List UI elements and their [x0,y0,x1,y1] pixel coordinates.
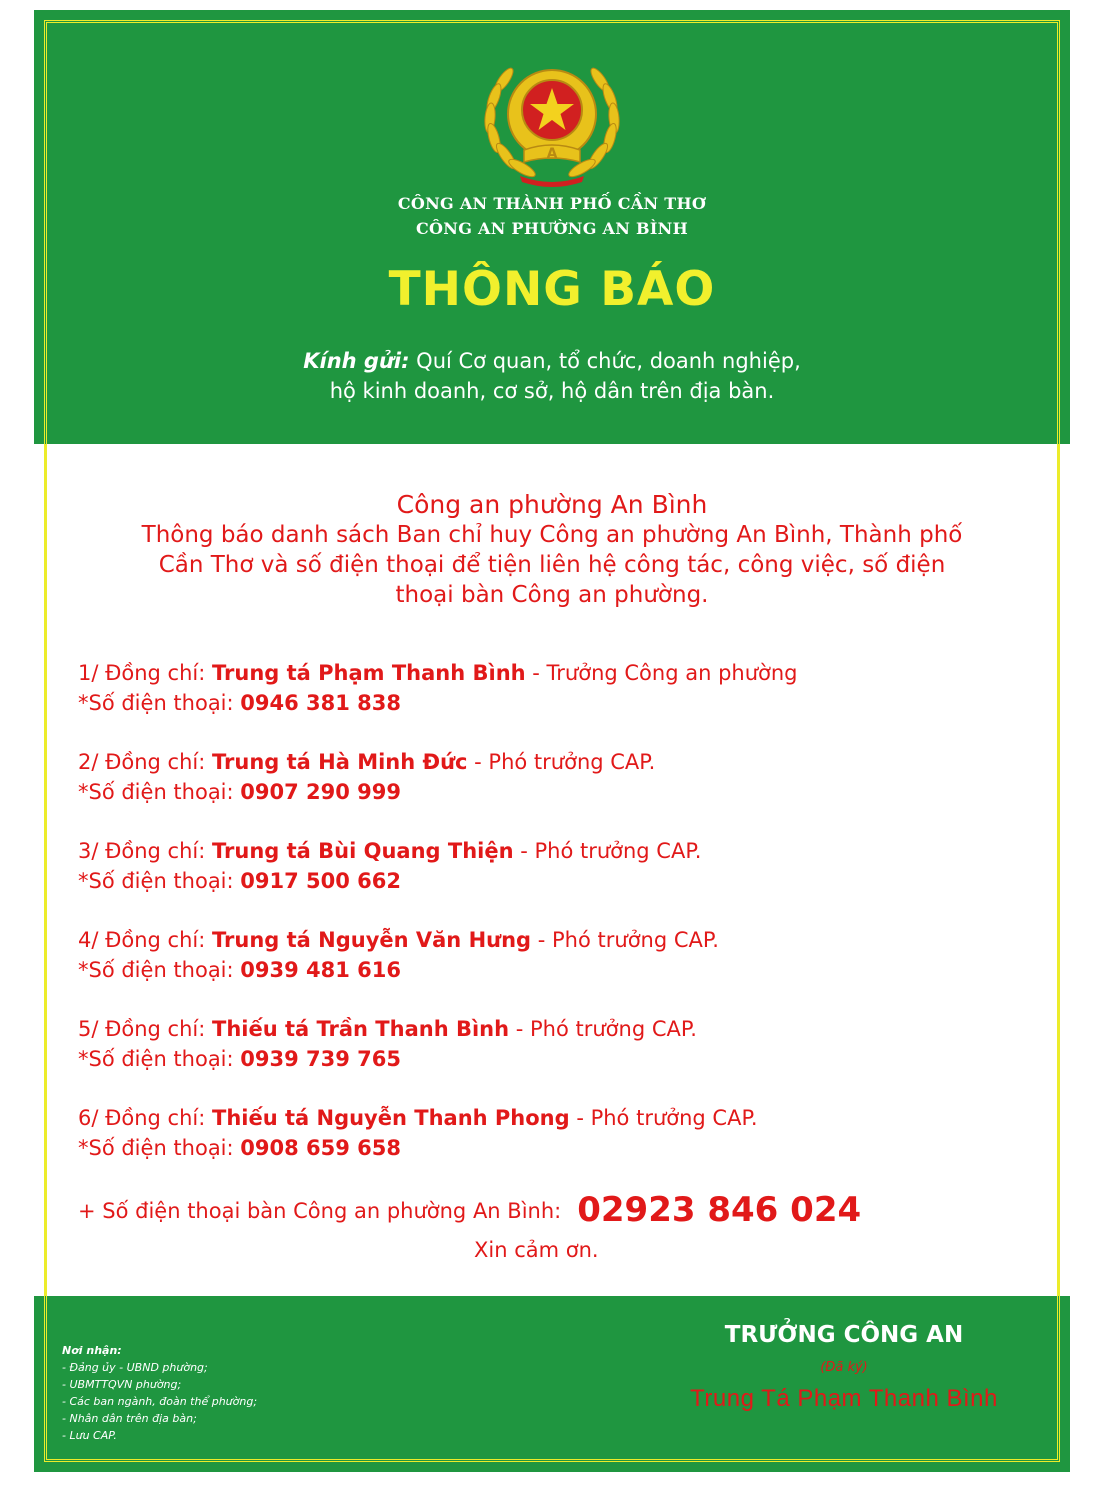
signer-title: TRƯỞNG CÔNG AN [724,1322,964,1348]
contact-prefix: 1/ Đồng chí: [78,661,212,685]
phone-label: *Số điện thoại: [78,691,241,715]
contact-prefix: 6/ Đồng chí: [78,1106,212,1130]
contact-name: Trung tá Nguyễn Văn Hưng [212,928,532,952]
recipient-item: - Lưu CAP. [62,1429,117,1442]
phone-label: *Số điện thoại: [78,1136,241,1160]
police-emblem-icon [464,50,640,190]
contact-entry [78,658,1008,747]
contact-prefix: 5/ Đồng chí: [78,1017,212,1041]
notice-frame [34,10,1070,1472]
contact-entry [78,747,1008,836]
phone-label: *Số điện thoại: [78,958,241,982]
contact-phone: 0907 290 999 [240,780,402,804]
notice-header [34,10,1070,444]
page-title: THÔNG BÁO [388,262,716,317]
notice-body [34,444,1070,1296]
contact-role: - Phó trưởng CAP. [531,928,719,952]
recipients-list [62,1342,257,1444]
contact-entry [78,1103,1008,1192]
contact-phone: 0917 500 662 [240,869,402,893]
thanks-text: Xin cảm ơn. [474,1238,599,1262]
signature-block [674,1322,1014,1413]
contact-role: - Trưởng Công an phường [525,661,798,685]
svg-text:A: A [546,146,558,162]
intro-line-2: Cần Thơ và số điện thoại để tiện liên hệ công tác, công việc, số điện [158,552,946,578]
contact-prefix: 3/ Đồng chí: [78,839,212,863]
intro-line-1: Thông báo danh sách Ban chỉ huy Công an phường An Bình, Thành phố [141,522,963,548]
recipient-item: - Nhân dân trên địa bàn; [62,1412,197,1425]
recipient-text-2: hộ kinh doanh, cơ sở, hộ dân trên địa bàn. [329,379,775,403]
contact-phone: 0939 481 616 [240,958,402,982]
recipients-heading: Nơi nhận: [62,1344,122,1357]
contact-prefix: 4/ Đồng chí: [78,928,212,952]
contact-prefix: 2/ Đồng chí: [78,750,212,774]
contact-entry [78,836,1008,925]
contact-list [78,658,1008,1192]
intro-line-3: thoại bàn Công an phường. [395,582,709,608]
contact-phone: 0946 381 838 [240,691,402,715]
recipient-item: - UBMTTQVN phường; [62,1378,182,1391]
contact-role: - Phó trưởng CAP. [569,1106,758,1130]
org-name-city: CÔNG AN THÀNH PHỐ CẦN THƠ [397,194,707,213]
intro-heading: Công an phường An Bình [396,490,708,519]
contact-phone: 0939 739 765 [240,1047,402,1071]
landline-number: 02923 846 024 [577,1190,862,1230]
recipient-text-1: Quí Cơ quan, tổ chức, doanh nghiệp, [409,349,801,373]
recipient-item: - Các ban ngành, đoàn thể phường; [62,1395,258,1408]
contact-entry [78,925,1008,1014]
phone-label: *Số điện thoại: [78,869,241,893]
recipient-item: - Đảng ủy - UBND phường; [62,1361,208,1374]
signer-name: Trung Tá Phạm Thanh Bình [690,1385,998,1412]
landline-row [78,1190,1008,1230]
border-line-right [1057,444,1060,1296]
contact-name: Trung tá Phạm Thanh Bình [212,661,526,685]
contact-entry [78,1014,1008,1103]
contact-name: Thiếu tá Trần Thanh Bình [212,1017,510,1041]
intro-block [74,490,1030,610]
phone-label: *Số điện thoại: [78,1047,241,1071]
contact-role: - Phó trưởng CAP. [513,839,702,863]
landline-label: + Số điện thoại bàn Công an phường An Bình: [78,1199,562,1223]
org-name-ward: CÔNG AN PHƯỜNG AN BÌNH [416,219,688,238]
contact-name: Thiếu tá Nguyễn Thanh Phong [212,1106,570,1130]
signed-note: (Đã ký) [820,1360,868,1375]
border-line-left [44,444,47,1296]
notice-footer [34,1296,1070,1472]
contact-phone: 0908 659 658 [240,1136,402,1160]
contact-name: Trung tá Hà Minh Đức [212,750,468,774]
contact-role: - Phó trưởng CAP. [509,1017,697,1041]
recipient-label: Kính gửi: [303,349,410,373]
contact-name: Trung tá Bùi Quang Thiện [212,839,514,863]
contact-role: - Phó trưởng CAP. [467,750,656,774]
recipient-block [34,346,1070,406]
phone-label: *Số điện thoại: [78,780,241,804]
